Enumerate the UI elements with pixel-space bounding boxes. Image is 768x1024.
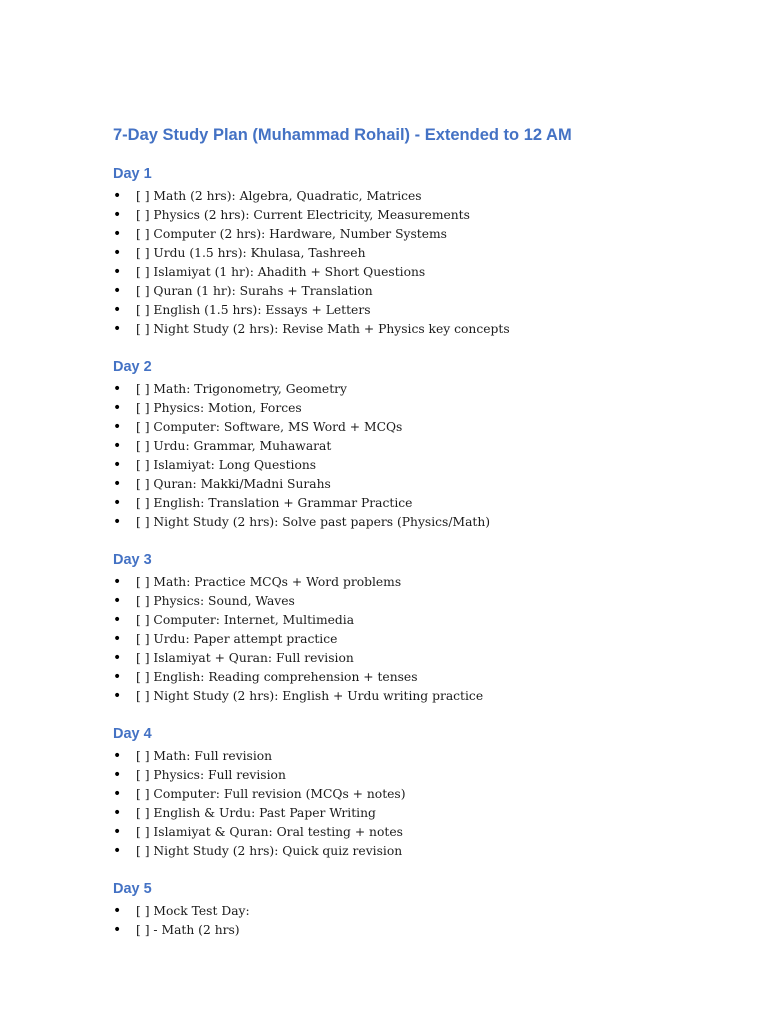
- bullet-icon: •: [113, 688, 122, 704]
- task-text: [ ] Islamiyat & Quran: Oral testing + notes: [136, 825, 403, 839]
- document-title: 7-Day Study Plan (Muhammad Rohail) - Extended to 12 AM: [113, 126, 572, 144]
- task-text: [ ] Math: Practice MCQs + Word problems: [136, 575, 402, 589]
- bullet-icon: •: [113, 650, 122, 666]
- task-text: [ ] Quran (1 hr): Surahs + Translation: [136, 284, 373, 298]
- task-item: [113, 902, 713, 921]
- bullet-icon: •: [113, 245, 122, 261]
- task-item: [113, 475, 713, 494]
- task-item: [113, 513, 713, 532]
- task-item: [113, 649, 713, 668]
- bullet-icon: •: [113, 786, 122, 802]
- task-text: [ ] Computer: Software, MS Word + MCQs: [136, 420, 403, 434]
- day-heading: Day 2: [113, 359, 152, 375]
- bullet-icon: •: [113, 843, 122, 859]
- day-heading: Day 1: [113, 166, 152, 182]
- bullet-icon: •: [113, 283, 122, 299]
- bullet-icon: •: [113, 226, 122, 242]
- bullet-icon: •: [113, 805, 122, 821]
- task-item: [113, 244, 713, 263]
- task-text: [ ] Math: Trigonometry, Geometry: [136, 382, 347, 396]
- task-item: [113, 573, 713, 592]
- task-item: [113, 187, 713, 206]
- task-item: [113, 766, 713, 785]
- bullet-icon: •: [113, 824, 122, 840]
- bullet-icon: •: [113, 495, 122, 511]
- task-text: [ ] Urdu (1.5 hrs): Khulasa, Tashreeh: [136, 246, 366, 260]
- task-text: [ ] Computer (2 hrs): Hardware, Number Systems: [136, 227, 447, 241]
- task-text: [ ] English: Translation + Grammar Practice: [136, 496, 413, 510]
- task-item: [113, 418, 713, 437]
- task-text: [ ] Math: Full revision: [136, 749, 273, 763]
- bullet-icon: •: [113, 476, 122, 492]
- bullet-icon: •: [113, 302, 122, 318]
- task-list: [113, 573, 713, 706]
- task-text: [ ] Urdu: Grammar, Muhawarat: [136, 439, 332, 453]
- task-item: [113, 282, 713, 301]
- bullet-icon: •: [113, 922, 122, 938]
- bullet-icon: •: [113, 419, 122, 435]
- bullet-icon: •: [113, 207, 122, 223]
- bullet-icon: •: [113, 748, 122, 764]
- task-item: [113, 611, 713, 630]
- task-item: [113, 301, 713, 320]
- task-item: [113, 747, 713, 766]
- task-text: [ ] English: Reading comprehension + tenses: [136, 670, 418, 684]
- task-item: [113, 921, 713, 940]
- task-item: [113, 206, 713, 225]
- task-item: [113, 668, 713, 687]
- task-list: [113, 747, 713, 861]
- task-item: [113, 399, 713, 418]
- day-heading: Day 3: [113, 552, 152, 568]
- bullet-icon: •: [113, 612, 122, 628]
- day-section: [113, 550, 713, 706]
- task-list: [113, 902, 713, 940]
- task-text: [ ] Physics (2 hrs): Current Electricity, Measurements: [136, 208, 470, 222]
- task-item: [113, 687, 713, 706]
- task-item: [113, 823, 713, 842]
- bullet-icon: •: [113, 514, 122, 530]
- document-page: [113, 124, 713, 940]
- day-section: [113, 164, 713, 339]
- task-item: [113, 494, 713, 513]
- bullet-icon: •: [113, 438, 122, 454]
- task-item: [113, 804, 713, 823]
- task-item: [113, 456, 713, 475]
- task-text: [ ] Computer: Full revision (MCQs + notes): [136, 787, 406, 801]
- task-list: [113, 380, 713, 532]
- bullet-icon: •: [113, 593, 122, 609]
- bullet-icon: •: [113, 631, 122, 647]
- task-text: [ ] Night Study (2 hrs): Revise Math + Physics key concepts: [136, 322, 510, 336]
- bullet-icon: •: [113, 457, 122, 473]
- bullet-icon: •: [113, 903, 122, 919]
- bullet-icon: •: [113, 188, 122, 204]
- bullet-icon: •: [113, 400, 122, 416]
- task-item: [113, 842, 713, 861]
- task-text: [ ] Physics: Sound, Waves: [136, 594, 295, 608]
- day-heading: Day 4: [113, 726, 152, 742]
- task-text: [ ] English & Urdu: Past Paper Writing: [136, 806, 376, 820]
- bullet-icon: •: [113, 321, 122, 337]
- task-text: [ ] Night Study (2 hrs): English + Urdu writing practice: [136, 689, 484, 703]
- bullet-icon: •: [113, 767, 122, 783]
- task-item: [113, 437, 713, 456]
- task-text: [ ] English (1.5 hrs): Essays + Letters: [136, 303, 371, 317]
- bullet-icon: •: [113, 574, 122, 590]
- task-text: [ ] Physics: Full revision: [136, 768, 286, 782]
- task-text: [ ] Computer: Internet, Multimedia: [136, 613, 355, 627]
- task-item: [113, 263, 713, 282]
- task-text: [ ] Mock Test Day:: [136, 904, 250, 918]
- days-container: [113, 164, 713, 940]
- task-item: [113, 320, 713, 339]
- task-item: [113, 380, 713, 399]
- task-text: [ ] Islamiyat: Long Questions: [136, 458, 317, 472]
- bullet-icon: •: [113, 264, 122, 280]
- task-item: [113, 630, 713, 649]
- task-text: [ ] Math (2 hrs): Algebra, Quadratic, Matrices: [136, 189, 422, 203]
- bullet-icon: •: [113, 669, 122, 685]
- task-list: [113, 187, 713, 339]
- day-section: [113, 724, 713, 861]
- task-text: [ ] Physics: Motion, Forces: [136, 401, 302, 415]
- task-text: [ ] Urdu: Paper attempt practice: [136, 632, 338, 646]
- task-item: [113, 785, 713, 804]
- task-text: [ ] Night Study (2 hrs): Quick quiz revision: [136, 844, 403, 858]
- bullet-icon: •: [113, 381, 122, 397]
- day-heading: Day 5: [113, 881, 152, 897]
- task-text: [ ] - Math (2 hrs): [136, 923, 240, 937]
- task-text: [ ] Islamiyat + Quran: Full revision: [136, 651, 354, 665]
- task-item: [113, 225, 713, 244]
- task-text: [ ] Night Study (2 hrs): Solve past papers (Physics/Math): [136, 515, 491, 529]
- task-text: [ ] Islamiyat (1 hr): Ahadith + Short Questions: [136, 265, 426, 279]
- day-section: [113, 879, 713, 940]
- day-section: [113, 357, 713, 532]
- task-item: [113, 592, 713, 611]
- task-text: [ ] Quran: Makki/Madni Surahs: [136, 477, 331, 491]
